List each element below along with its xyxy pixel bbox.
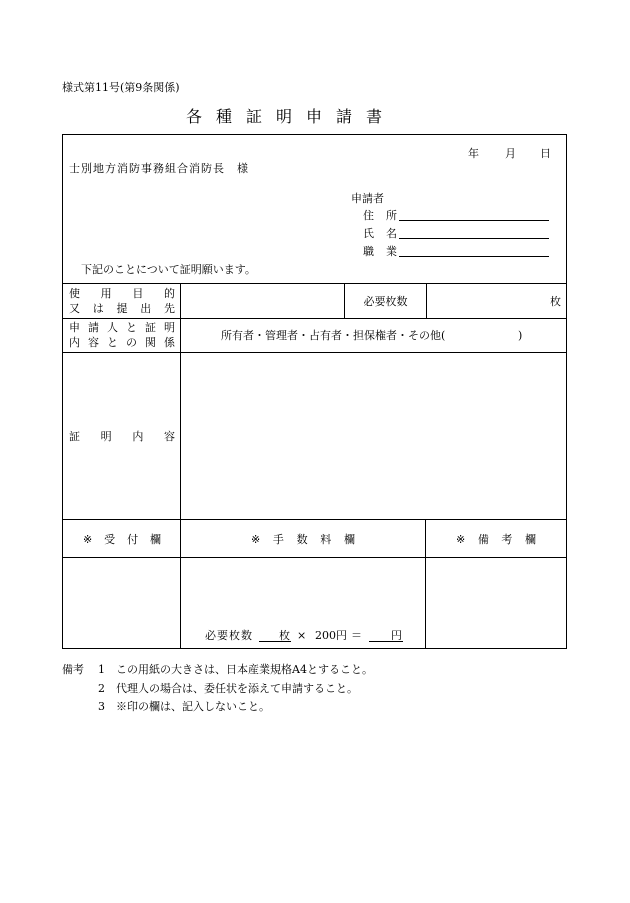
rule <box>63 557 566 558</box>
fee-formula-equals: ＝ <box>351 629 362 642</box>
date-month-label: 月 <box>505 147 516 160</box>
fee-header: ※ 手 数 料 欄 <box>251 533 355 546</box>
date-year-label: 年 <box>468 147 479 160</box>
note-text: 代理人の場合は、委任状を添えて申請すること。 <box>116 682 358 695</box>
remarks-header: ※ 備 考 欄 <box>456 533 536 546</box>
name-label: 氏 名 <box>363 227 397 240</box>
note-number: 3 <box>98 700 105 713</box>
rule <box>63 352 566 353</box>
purpose-label: 使 用 目 的 又 は 提 出 先 <box>69 287 175 315</box>
rule <box>180 283 181 648</box>
rule <box>426 283 427 318</box>
note-number: 2 <box>98 682 105 695</box>
fee-formula-unit: 枚 <box>279 629 290 642</box>
fee-formula-label: 必要枚数 <box>205 629 253 642</box>
copies-field[interactable] <box>429 285 549 316</box>
addressee: 士別地方消防事務組合消防長 様 <box>69 162 249 175</box>
name-input-line[interactable] <box>399 238 549 239</box>
note-text: この用紙の大きさは、日本産業規格A4とすること。 <box>116 663 373 676</box>
rule <box>63 283 566 284</box>
fee-unit-underline <box>279 641 291 642</box>
occupation-label: 職 業 <box>363 245 397 258</box>
fee-formula-rate: 200円 <box>315 629 347 642</box>
occupation-input-line[interactable] <box>399 256 549 257</box>
rule <box>63 318 566 319</box>
fee-amount-line[interactable] <box>369 641 391 642</box>
fee-formula-times: × <box>297 629 307 642</box>
relation-options[interactable]: 所有者・管理者・占有者・担保権者・その他( <box>221 329 446 342</box>
fee-formula-yen: 円 <box>391 629 402 642</box>
fee-copies-line[interactable] <box>259 641 279 642</box>
copies-label: 必要枚数 <box>363 295 408 308</box>
page-title: 各種証明申請書 <box>186 107 397 126</box>
reception-header: ※ 受 付 欄 <box>83 533 161 546</box>
relation-close-paren: ) <box>518 329 523 342</box>
purpose-field[interactable] <box>182 285 342 316</box>
rule <box>63 519 566 520</box>
fee-yen-underline <box>391 641 403 642</box>
note-number: 1 <box>98 663 105 676</box>
date-day-label: 日 <box>540 147 551 160</box>
relation-label: 申 請 人 と 証 明 内 容 と の 関 係 <box>69 321 175 349</box>
notes-heading: 備考 <box>62 663 84 676</box>
copies-unit: 枚 <box>550 295 561 308</box>
content-label: 証 明 内 容 <box>69 430 175 443</box>
rule <box>425 519 426 648</box>
applicant-heading: 申請者 <box>351 192 384 205</box>
content-field[interactable] <box>183 355 563 517</box>
request-text: 下記のことについて証明願います。 <box>81 263 256 276</box>
note-text: ※印の欄は、記入しないこと。 <box>116 700 270 713</box>
application-form <box>62 134 567 649</box>
address-input-line[interactable] <box>399 220 549 221</box>
address-label: 住 所 <box>363 209 397 222</box>
form-number: 様式第11号(第9条関係) <box>62 81 180 94</box>
